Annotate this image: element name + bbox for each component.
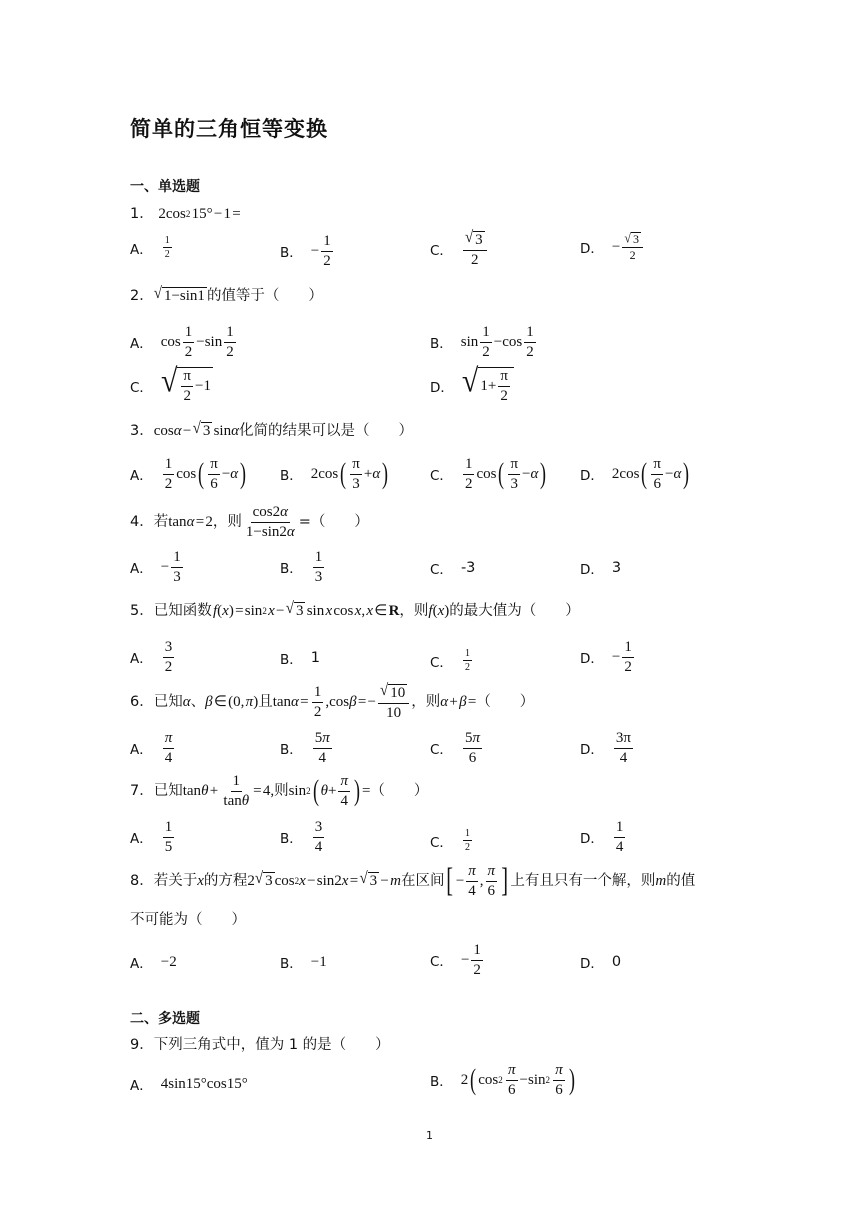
q2-option-c[interactable]: C． √ $\frac{\pi}{2}$ −1 xyxy=(130,362,211,404)
question-5: 5．已知函数 f ( x ) = sin 2 x − √ 3 sin x cos x , x ∈ R ，则 f ( x )的最大值为（ ） xyxy=(130,600,580,620)
q8-option-b[interactable]: B． −1 xyxy=(280,953,327,972)
q4-option-a[interactable]: A． − $\frac{1}{3}$ xyxy=(130,549,181,585)
q5-option-c[interactable]: C． $\frac{1}{2}$ xyxy=(430,648,470,673)
question-7: 7． 已知 tan θ + $\frac{1}{\tan\theta}$ = 4, 则 sin 2 ( θ + $\frac{\pi}{4}$ ) = （ ） xyxy=(130,773,429,809)
q7-option-b[interactable]: B． $\frac{3}{4}$ xyxy=(280,819,323,855)
q6-option-c[interactable]: C． $\frac{5\pi}{6}$ xyxy=(430,730,480,766)
section-heading-single-choice: 一、单选题 xyxy=(130,179,200,195)
question-1 xyxy=(130,204,241,224)
q9-option-b[interactable]: B． 2 ( cos 2 $\frac{\pi}{6}$ −sin 2 $\frac{\pi}{6}$ ) xyxy=(430,1062,575,1098)
q2-option-d[interactable]: D． √ 1+ $\frac{\pi}{2}$ xyxy=(430,367,514,404)
question-9: 9．下列三角式中，值为 1 的是（ ） xyxy=(130,1037,390,1053)
q1-option-d[interactable]: D． − √ 3 2 xyxy=(580,232,645,262)
section-heading-multi-choice: 二、多选题 xyxy=(130,1011,200,1027)
q3-option-c[interactable]: C． $\frac{1}{2}$ cos ( $\frac{\pi}{3}$ − α ) xyxy=(430,456,547,492)
q4-option-d[interactable]: D． 3 xyxy=(580,560,622,578)
q3-option-b[interactable]: B． 2cos ( $\frac{\pi}{3}$ + α ) xyxy=(280,456,389,492)
q1-option-c[interactable]: C． √ 3 2 xyxy=(430,230,489,268)
document-title: 简单的三角恒等变换 xyxy=(130,117,328,141)
question-3: 3．cos α − √ 3 sin α 化简的结果可以是（ ） xyxy=(130,420,413,440)
q2-option-b[interactable]: B． sin $\frac{1}{2}$ −cos $\frac{1}{2}$ xyxy=(430,324,534,360)
question-4: 4． 若 tan α = 2 ，则 $\frac{\cos 2\alpha}{1-\sin 2\alpha}$ =（ ） xyxy=(130,504,369,540)
q7-option-d[interactable]: D． $\frac{1}{4}$ xyxy=(580,819,624,855)
q7-option-a[interactable]: A． $\frac{1}{5}$ xyxy=(130,819,173,855)
question-number: 1． xyxy=(130,206,154,222)
page-number: 1 xyxy=(426,1129,433,1142)
q9-option-a[interactable]: A． 4sin15°cos15° xyxy=(130,1075,248,1094)
q6-option-a[interactable]: A． $\frac{\pi}{4}$ xyxy=(130,730,173,766)
q3-option-a[interactable]: A． $\frac{1}{2}$ cos ( $\frac{\pi}{6}$ − α ) xyxy=(130,456,247,492)
q6-option-b[interactable]: B． $\frac{5\pi}{4}$ xyxy=(280,730,330,766)
q5-option-d[interactable]: D． − $\frac{1}{2}$ xyxy=(580,639,632,675)
question-8: 8． 若关于 x 的方程 2 √ 3 cos 2 x − sin2 x = √ 3 − m 在区间 [ − $\frac{\pi}{4}$ , $\frac{\pi}{6}$ ] 上有且只有一个解，则 m 的值 xyxy=(130,862,696,899)
math-expression: 2cos 2 15° − 1 = xyxy=(158,206,241,222)
question-2: 2． √ 1−sin1 的值等于（ ） xyxy=(130,285,323,305)
q6-option-d[interactable]: D． $\frac{3\pi}{4}$ xyxy=(580,730,631,766)
q4-option-b[interactable]: B． $\frac{1}{3}$ xyxy=(280,549,323,585)
q8-option-c[interactable]: C． − $\frac{1}{2}$ xyxy=(430,942,481,978)
q5-option-b[interactable]: B． 1 xyxy=(280,650,320,668)
q5-option-a[interactable]: A． $\frac{3}{2}$ xyxy=(130,639,173,675)
question-6: 6． 已知 α 、 β ∈ (0, π ) 且 tan α = $\frac{1}{2}$ ,cos β = − √ 10 10 ，则 α + β = （ ） xyxy=(130,682,535,721)
question-8-continued: 不可能为（ ） xyxy=(130,912,246,928)
q1-option-a[interactable]: A． $\frac{1}{2}$ xyxy=(130,235,170,260)
q7-option-c[interactable]: C． $\frac{1}{2}$ xyxy=(430,828,470,853)
q1-option-b[interactable]: B． − $\frac{1}{2}$ xyxy=(280,233,331,269)
q3-option-d[interactable]: D． 2cos ( $\frac{\pi}{6}$ − α ) xyxy=(580,456,690,492)
q8-option-a[interactable]: A． −2 xyxy=(130,953,177,972)
q4-option-c[interactable]: C． -3 xyxy=(430,560,476,578)
q8-option-d[interactable]: D． 0 xyxy=(580,954,622,972)
q2-option-a[interactable]: A． cos $\frac{1}{2}$ −sin $\frac{1}{2}$ xyxy=(130,324,234,360)
